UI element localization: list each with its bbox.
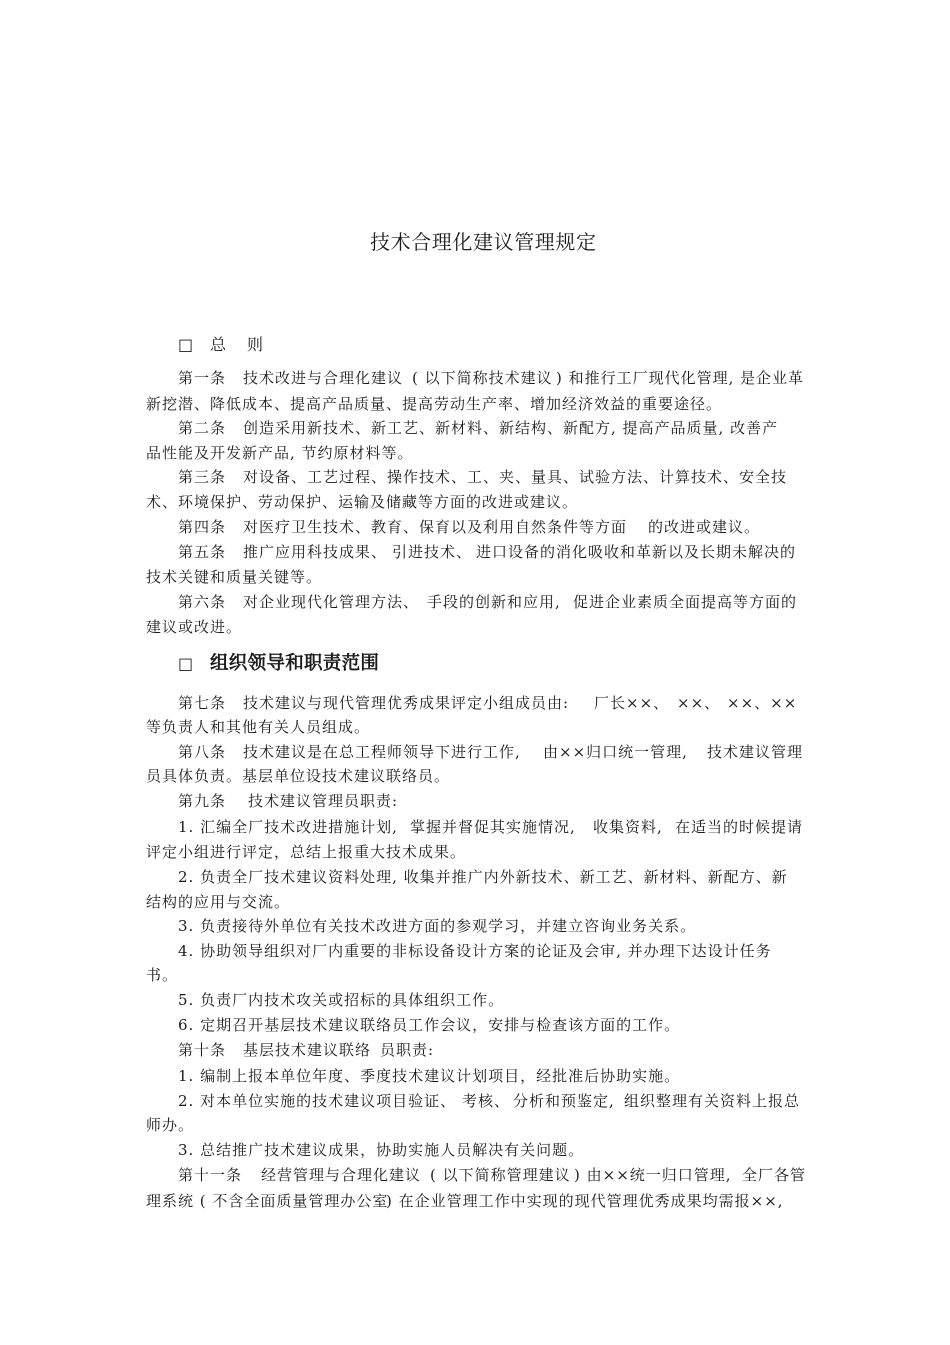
text-segment: 理系统 ( 不含全面质量管理办公室 (146, 1192, 389, 1210)
text-segment: 员职责: (380, 1041, 435, 1059)
article-number: 第八条 (178, 743, 227, 761)
text-segment: 技术建议管理 (707, 743, 804, 761)
text-segment: 基层技术建议联络 (243, 1041, 372, 1059)
text-segment: 技术建议是在总工程师领导下进行工作, (243, 743, 521, 761)
text-line (0, 693, 950, 713)
article-number: 第五条 (178, 543, 227, 561)
text-segment: 推广应用科技成果、 (243, 543, 388, 561)
text-line (0, 916, 950, 936)
text-line (0, 717, 950, 737)
text-line (0, 892, 950, 912)
text-segment: 技术建议管理员职责: (248, 792, 399, 810)
text-segment: 引进技术、 (392, 543, 473, 561)
checkbox-square-icon: □ (178, 335, 194, 354)
text-line (0, 368, 950, 388)
list-item-text: 3. 总结推广技术建议成果，协助实施人员解决有关问题。 (178, 1141, 585, 1159)
text-segment: 技术改进与合理化建议 (243, 369, 404, 387)
text-segment: 经营管理与合理化建议 (261, 1166, 422, 1184)
list-item-text: 2. 负责全厂技术建议资料处理, 收集并推广内外新技术、新工艺、新材料、新配方、新 (178, 868, 788, 886)
text-line (0, 1191, 950, 1211)
text-segment: 在适当的时候提请 (675, 818, 804, 836)
text-segment: 品性能及开发新产品, 节约原材料等。 (146, 444, 414, 462)
article-number: 第四条 (178, 518, 227, 536)
text-segment: ××、 (677, 694, 721, 712)
text-line (0, 1066, 950, 1086)
text-segment: 组织整理有关资料上报总 (624, 1092, 801, 1110)
article-number: 第九条 (178, 792, 227, 810)
checkbox-square-icon: □ (178, 654, 194, 673)
text-line (0, 1165, 950, 1185)
text-line (0, 394, 950, 414)
section-heading-general (0, 333, 950, 357)
list-item-text: 2. 对本单位实施的技术建议项目验证、 (178, 1092, 457, 1110)
text-segment: ) 由××统一归口管理, (574, 1166, 732, 1184)
text-segment: 结构的应用与交流。 (146, 893, 291, 911)
text-segment: ) 在企业管理工作中实现的现代管理优秀成果均需报××, (386, 1192, 784, 1210)
text-line (0, 867, 950, 887)
text-line (0, 842, 950, 862)
article-number: 第十一条 (178, 1166, 243, 1184)
text-segment: 技术关键和质量关键等。 (146, 568, 323, 586)
section-heading-char: 则 (247, 335, 264, 354)
text-line (0, 467, 950, 487)
list-item-text: 6. 定期召开基层技术建议联络员工作会议，安排与检查该方面的工作。 (178, 1016, 681, 1034)
text-segment: 书。 (146, 966, 179, 984)
list-item-text: 4. 协助领导组织对厂内重要的非标设备设计方案的论证及会审, 并办理下达设计任务 (178, 942, 772, 960)
text-segment: 新挖潜、降低成本、提高产品质量、提高劳动生产率、增加经济效益的重要途径。 (146, 395, 723, 413)
text-segment: 师办。 (146, 1116, 195, 1134)
text-segment: 员具体负责。基层单位设技术建议联络员。 (146, 767, 451, 785)
text-segment: ( 以下简称管理建议 (430, 1166, 571, 1184)
text-line (0, 742, 950, 762)
text-segment: 术、环境保护、劳动保护、运输及储藏等方面的改进或建议。 (146, 493, 579, 511)
text-segment: 是企业革 (740, 369, 805, 387)
text-line (0, 517, 950, 537)
text-segment: 创造采用新技术、新工艺、新材料、新结构、新配方, 提高产品质量, 改善产 (243, 419, 779, 437)
text-segment: 手段的创新和应用, (427, 593, 561, 611)
text-segment: 建议或改进。 (146, 618, 243, 636)
text-segment: 全厂各管 (742, 1166, 807, 1184)
text-segment: 收集资料, (593, 818, 663, 836)
text-line (0, 1115, 950, 1135)
text-segment: 考核、 (462, 1092, 511, 1110)
document-title: 技术合理化建议管理规定 (370, 230, 597, 254)
text-segment: ××、×× (727, 694, 798, 712)
text-line (0, 592, 950, 612)
text-line (0, 567, 950, 587)
text-segment: 对设备、工艺过程、操作技术、工、夹、量具、试验方法、计算技术、安全技 (243, 468, 788, 486)
text-line (0, 766, 950, 786)
section-heading-char: 总 (210, 335, 227, 354)
text-segment: 对医疗卫生技术、教育、保育以及利用自然条件等方面 (243, 518, 628, 536)
text-segment: 分析和预鉴定, (513, 1092, 615, 1110)
text-segment: 对企业现代化管理方法、 (243, 593, 420, 611)
list-item-text: 1. 编制上报本单位年度、季度技术建议计划项目，经批准后协助实施。 (178, 1067, 681, 1085)
text-segment: 厂长××、 (594, 694, 670, 712)
text-line (0, 542, 950, 562)
text-segment: ) 和推行工厂现代化管理, (556, 369, 735, 387)
article-number: 第六条 (178, 593, 227, 611)
text-line (0, 1091, 950, 1111)
text-segment: 由××归口统一管理, (543, 743, 688, 761)
text-line (0, 791, 950, 811)
section-heading-text: 组织领导和职责范围 (210, 653, 380, 674)
text-segment: 评定小组进行评定，总结上报重大技术成果。 (146, 843, 467, 861)
text-line (0, 443, 950, 463)
text-line (0, 492, 950, 512)
section-heading-organization (0, 652, 950, 676)
article-number: 第三条 (178, 468, 227, 486)
text-line (0, 817, 950, 837)
text-line (0, 941, 950, 961)
text-segment: ( 以下简称技术建议 (412, 369, 553, 387)
article-number: 第十条 (178, 1041, 227, 1059)
article-number: 第七条 (178, 694, 227, 712)
text-line (0, 418, 950, 438)
text-segment: 进口设备的消化吸收和革新以及长期未解决的 (476, 543, 797, 561)
article-number: 第一条 (178, 369, 227, 387)
text-line (0, 1015, 950, 1035)
text-segment: 技术建议与现代管理优秀成果评定小组成员由: (243, 694, 570, 712)
text-segment: 的改进或建议。 (648, 518, 761, 536)
text-line (0, 990, 950, 1010)
text-segment: 掌握并督促其实施情况, (410, 818, 576, 836)
article-number: 第二条 (178, 419, 227, 437)
text-segment: 促进企业素质全面提高等方面的 (573, 593, 798, 611)
text-line (0, 1140, 950, 1160)
list-item-text: 3. 负责接待外单位有关技术改进方面的参观学习，并建立咨询业务关系。 (178, 917, 697, 935)
list-item-text: 5. 负责厂内技术攻关或招标的具体组织工作。 (178, 991, 505, 1009)
text-line (0, 1040, 950, 1060)
text-line (0, 965, 950, 985)
text-segment: 等负责人和其他有关人员组成。 (146, 718, 371, 736)
list-item-text: 1. 汇编全厂技术改进措施计划, (178, 818, 398, 836)
text-line (0, 617, 950, 637)
